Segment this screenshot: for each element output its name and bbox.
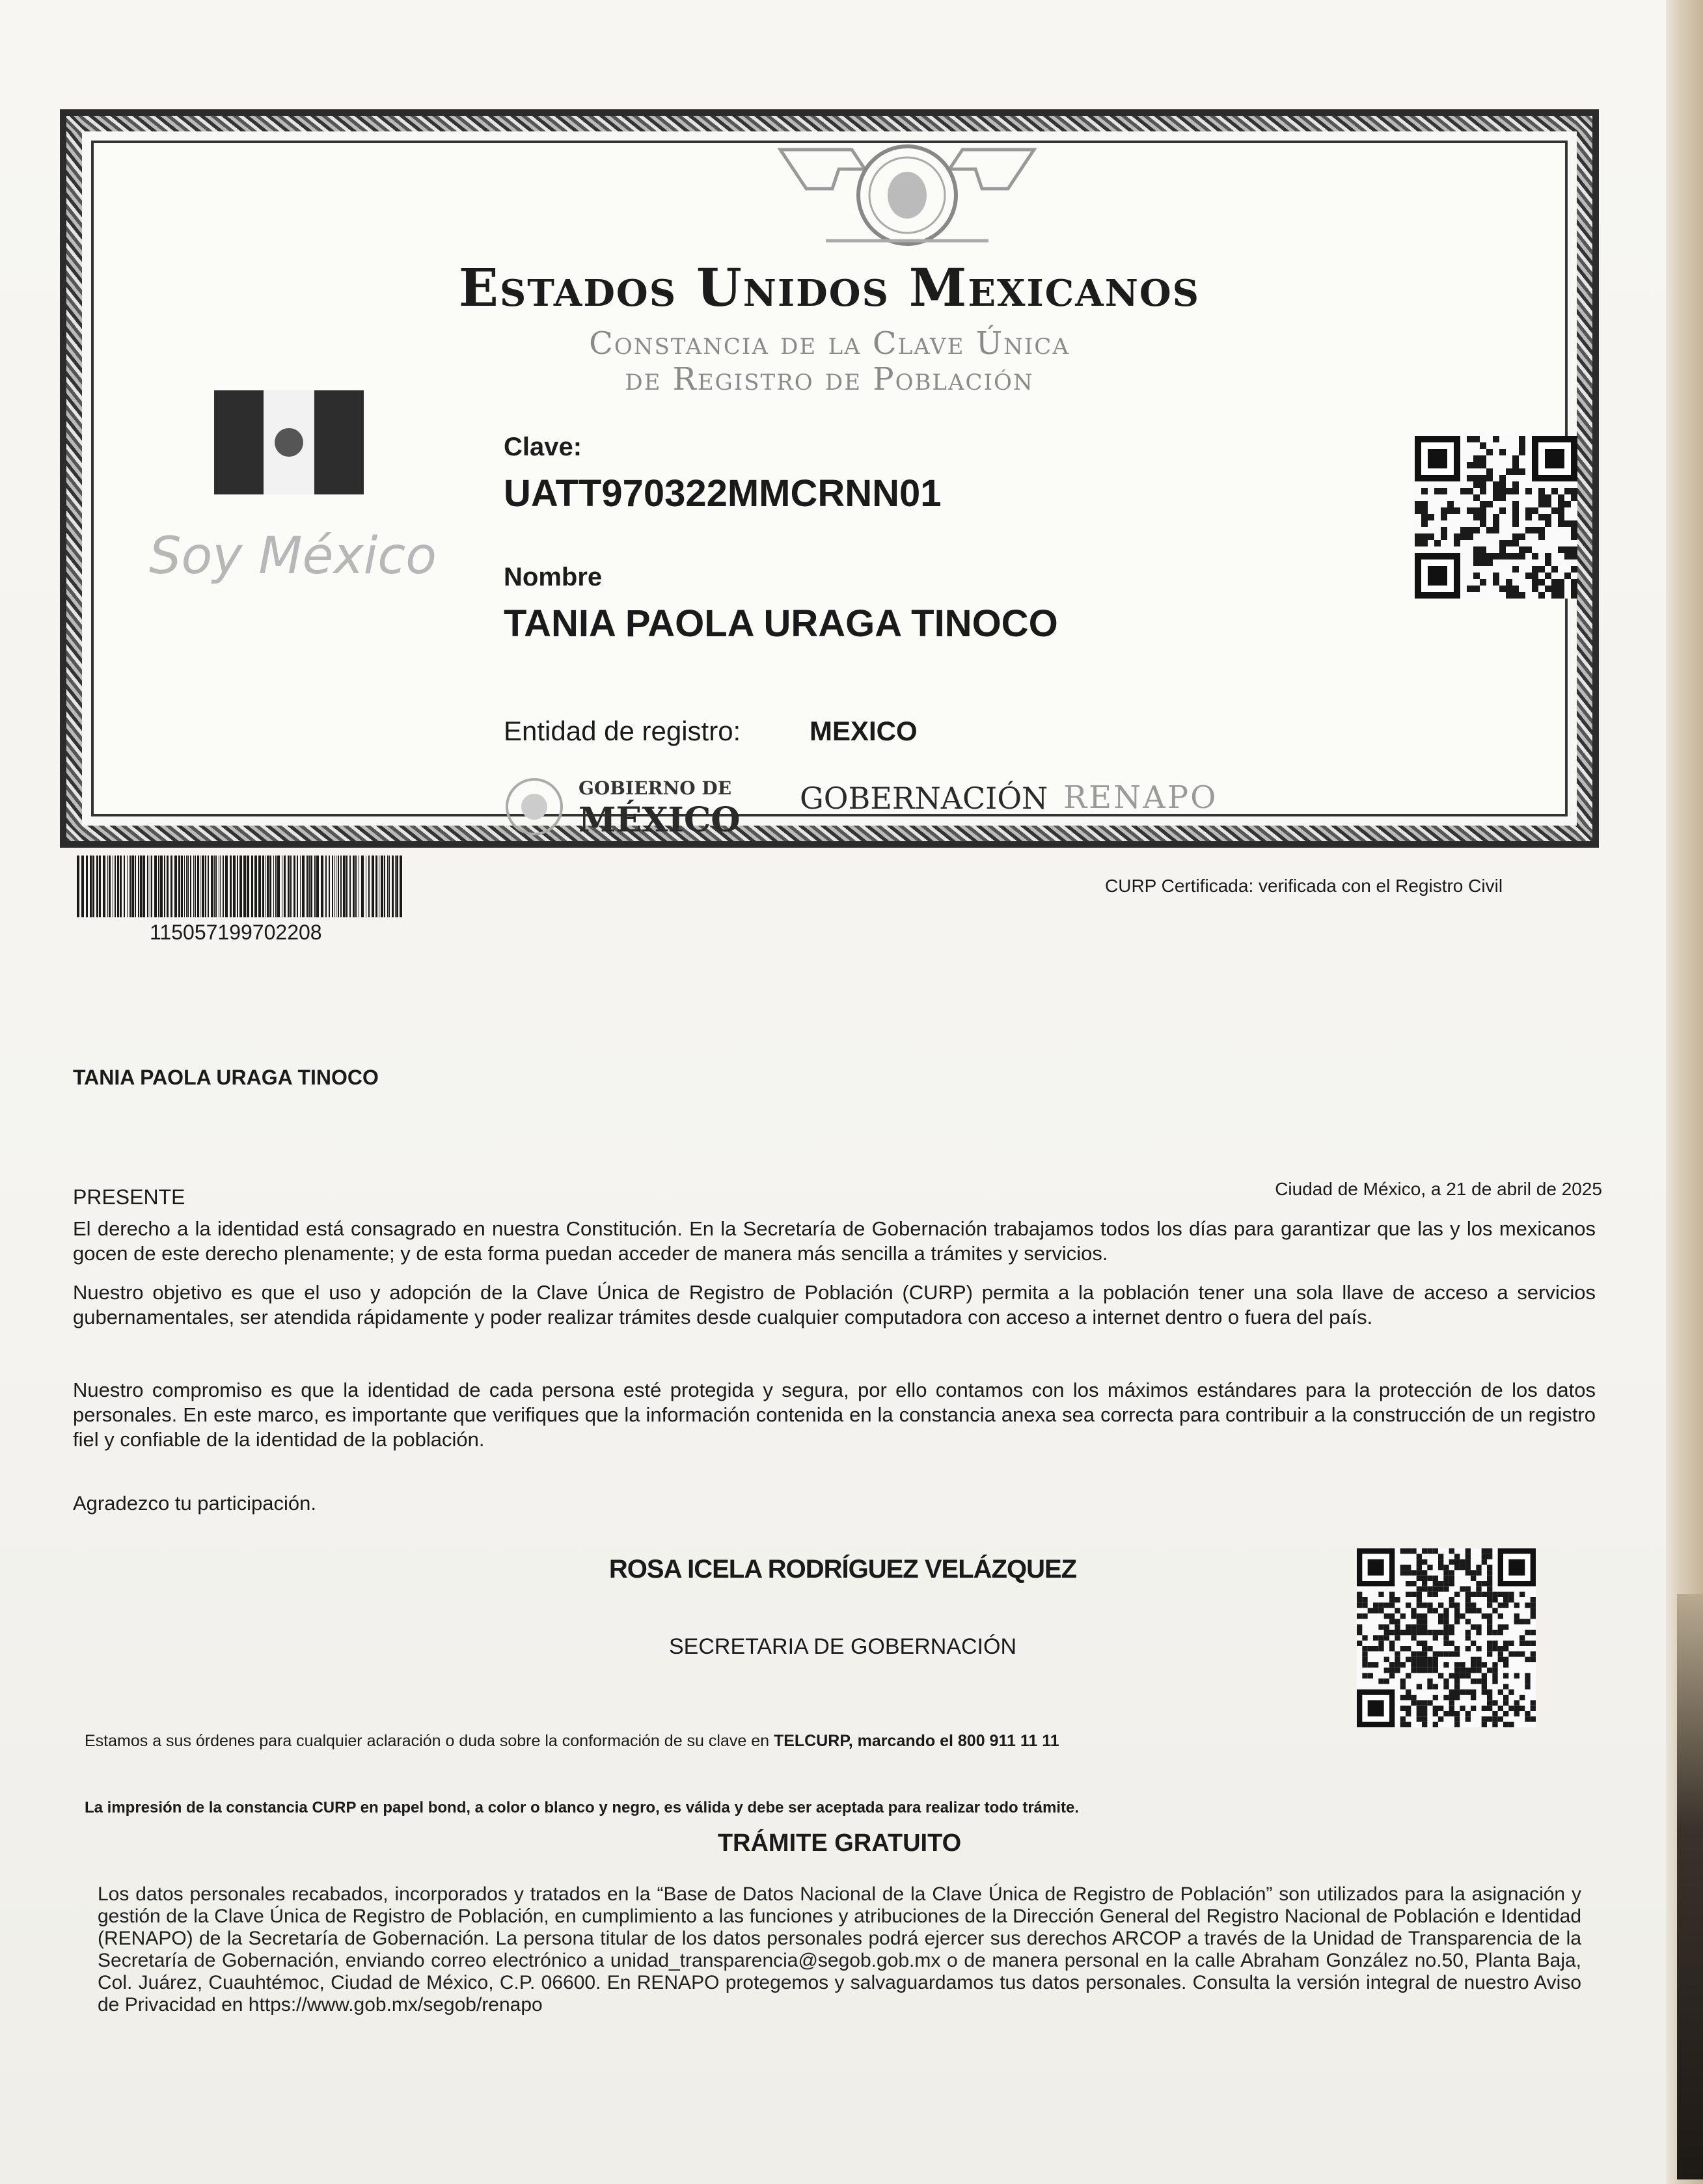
tramite-gratuito: TRÁMITE GRATUITO [717,1829,962,1857]
header-frame [60,109,1599,848]
header-inner [91,141,1568,840]
contact-note [85,1732,1059,1751]
letter-presente: PRESENTE [73,1185,185,1209]
gobierno-line2: MÉXICO [579,800,741,840]
document-title: Estados Unidos Mexicanos [458,257,1201,318]
barcode-icon [77,856,402,917]
qr-code-icon [1415,436,1577,599]
letter-paragraph-4: Agradezco tu participación. [73,1492,316,1515]
contact-note-phone: TELCURP, marcando el 800 911 11 11 [773,1732,1059,1750]
letter-date: Ciudad de México, a 21 de abril de 2025 [1275,1179,1602,1199]
entidad-value: MEXICO [810,716,918,746]
privacy-notice: Los datos personales recabados, incorporados y tratados en la “Base de Datos Nacional de la Clave Única de Registro de Población” son utilizados para la asignación y gestión de la Clave Única de Registro de Población, en cumplimiento a las funciones y atribuciones de la Dirección General del Registro Nacional de Población e Identidad (RENAPO) de la Secretaría de Gobernación. La persona titular de los datos personales podrá ejercer sus derechos ARCOP a través de la Unidad de Transparencia de la Secretaría de Gobernación, enviando correo electrónico a unidad_transparencia@segob.gob.mx o de manera personal en la calle Abraham González no.50, Planta Baja, Col. Juárez, Cuauhtémoc, Ciudad de México, C.P. 06600. En RENAPO protegemos y salvaguardamos tus datos personales. Consulta la versión integral de nuestro Aviso de Privacidad en https://www.gob.mx/segob/renapo [98,1883,1581,2015]
escudo-small-icon [504,776,565,838]
document-subtitle-1: Constancia de la Clave Única [589,325,1070,362]
barcode-number: 115057199702208 [150,921,322,944]
renapo-logo: RENAPO [1063,779,1218,816]
letter-paragraph-3: Nuestro compromiso es que la identidad de cada persona esté protegida y segura, por ello contamos con los máximos estándares para la protección de los datos personales. En este marco, es importante que verifiques que la información contenida en la constancia anexa sea correcta para contribuir a la construcción de un registro fiel y confiable de la identidad de la población. [73,1379,1596,1451]
document-subtitle-2: de Registro de Población [625,361,1034,398]
gobierno-line1: GOBIERNO DE [579,777,732,799]
entidad-label: Entidad de registro: [504,716,741,746]
nombre-label: Nombre [504,563,603,591]
validity-note: La impresión de la constancia CURP en papel bond, a color o blanco y negro, es válida y debe ser aceptada para realizar todo trámite. [85,1799,1080,1816]
certificada-note: CURP Certificada: verificada con el Registro Civil [1105,876,1503,896]
clave-label: Clave: [504,433,582,461]
gobierno-de-mexico-logo [504,771,751,843]
mexico-flag-icon [214,390,364,494]
page-edge-shadow [1666,0,1703,2184]
letter-recipient: TANIA PAOLA URAGA TINOCO [73,1066,379,1089]
nombre-value: TANIA PAOLA URAGA TINOCO [504,602,1058,645]
letter-paragraph-2: Nuestro objetivo es que el uso y adopción de la Clave Única de Registro de Población (CURP) permita a la población tener una sola llave de acceso a servicios gubernamentales, ser atendida rápidamente y poder realizar trámites desde cualquier computadora con acceso a internet dentro o fuera del país. [73,1281,1596,1328]
soy-mexico-text: Soy México [149,527,437,586]
letter-paragraph-1: El derecho a la identidad está consagrado en nuestra Constitución. En la Secretaría de Gobernación trabajamos todos los días para garantizar que las y los mexicanos gocen de este derecho plenamente; y de esta forma puedan acceder de manera más sencilla a trámites y servicios. [73,1217,1596,1265]
gobernacion-logo: GOBERNACIÓN [800,781,1048,816]
qr-code-icon [1357,1548,1536,1727]
clave-value: UATT970322MMCRNN01 [504,472,942,515]
contact-note-text: Estamos a sus órdenes para cualquier aclaración o duda sobre la conformación de su clave en [85,1732,774,1750]
escudo-nacional-icon [767,143,1047,257]
signatory-name: ROSA ICELA RODRÍGUEZ VELÁZQUEZ [608,1555,1077,1584]
signatory-title: SECRETARIA DE GOBERNACIÓN [668,1634,1017,1659]
